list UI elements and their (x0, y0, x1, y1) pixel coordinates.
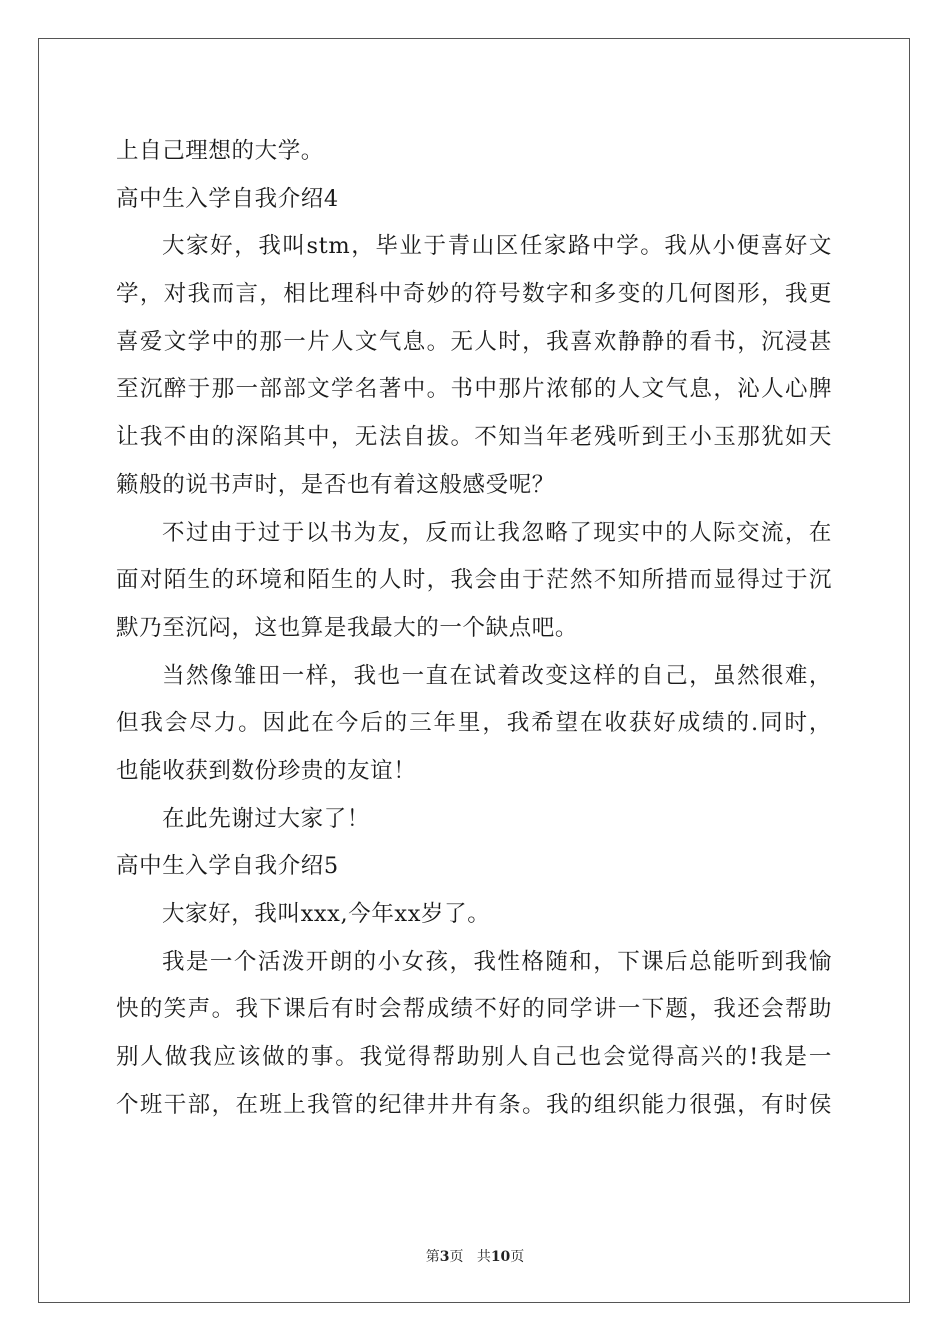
paragraph-line: 默乃至沉闷，这也算是我最大的一个缺点吧。 (116, 614, 579, 641)
paragraph-line: 个班干部，在班上我管的纪律井井有条。我的组织能力很强，有时侯 (116, 1091, 832, 1118)
paragraph-line: 上自己理想的大学。 (116, 138, 324, 164)
paragraph-line: 在此先谢过大家了！ (162, 805, 370, 832)
paragraph-line: 至沉醉于那一部部文学名著中。书中那片浓郁的人文气息，沁人心脾 (116, 376, 832, 403)
paragraph-line: 让我不由的深陷其中，无法自拔。不知当年老残听到王小玉那犹如天 (116, 424, 832, 451)
paragraph-line: 面对陌生的环境和陌生的人时，我会由于茫然不知所措而显得过于沉 (116, 567, 832, 594)
paragraph-line: 也能收获到数份珍贵的友谊！ (116, 757, 417, 784)
paragraph-line: 快的笑声。我下课后有时会帮成绩不好的同学讲一下题，我还会帮助 (116, 996, 832, 1023)
page-number-prefix: 第 (425, 1249, 440, 1265)
paragraph-line: 我是一个活泼开朗的小女孩，我性格随和，下课后总能听到我愉 (162, 948, 832, 975)
document-body (116, 128, 836, 1129)
page-total-prefix: 共 (476, 1249, 491, 1265)
page-total-suffix: 页 (510, 1249, 525, 1265)
paragraph-line: 但我会尽力。因此在今后的三年里，我希望在收获好成绩的.同时， (116, 710, 832, 737)
paragraph-line: 喜爱文学中的那一片人文气息。无人时，我喜欢静静的看书，沉浸甚 (116, 328, 832, 355)
paragraph-line: 学，对我而言，相比理科中奇妙的符号数字和多变的几何图形，我更 (116, 281, 832, 308)
page-number-current: 3 (439, 1249, 450, 1265)
paragraph-line: 籁般的说书声时，是否也有着这般感受呢？ (116, 471, 555, 498)
paragraph-line: 当然像雏田一样，我也一直在试着改变这样的自己，虽然很难， (162, 662, 832, 689)
page-footer (0, 1246, 950, 1266)
page-number-total: 10 (490, 1249, 511, 1265)
paragraph-line: 不过由于过于以书为友，反而让我忽略了现实中的人际交流，在 (162, 519, 832, 546)
paragraph-line: 大家好，我叫stm，毕业于青山区任家路中学。我从小便喜好文 (162, 233, 832, 260)
section-heading: 高中生入学自我介绍4 (116, 185, 339, 212)
paragraph-line: 大家好，我叫xxx,今年xx岁了。 (162, 901, 491, 927)
section-heading: 高中生入学自我介绍5 (116, 853, 339, 880)
page-number-suffix: 页 (449, 1249, 464, 1265)
paragraph-line: 别人做我应该做的事。我觉得帮助别人自己也会觉得高兴的!我是一 (116, 1044, 832, 1071)
